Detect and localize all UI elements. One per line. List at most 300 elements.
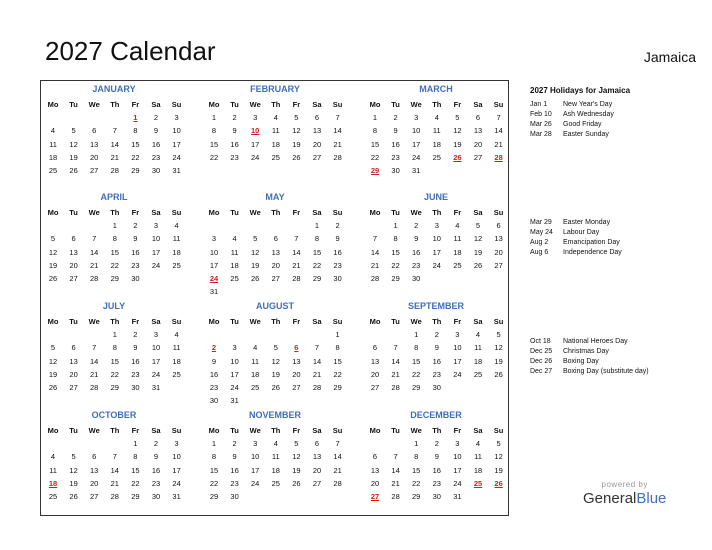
day-cell: 2 xyxy=(133,330,138,340)
day-cell: 26 xyxy=(271,383,280,392)
day-cell: 17 xyxy=(230,369,239,379)
day-cell: 10 xyxy=(151,343,161,353)
month-name: APRIL xyxy=(100,192,128,202)
day-cell: 25 xyxy=(251,383,260,392)
day-cell: 16 xyxy=(391,139,400,149)
day-cell: 16 xyxy=(131,247,140,257)
day-cell: 8 xyxy=(414,452,419,462)
weekday-header: Th xyxy=(110,317,120,326)
weekday-header: We xyxy=(249,100,261,109)
day-cell: 17 xyxy=(412,139,421,149)
day-cell: 1 xyxy=(133,439,138,449)
weekday-header: Su xyxy=(493,208,504,217)
day-cell: 12 xyxy=(494,343,503,353)
day-cell: 30 xyxy=(131,383,140,392)
day-cell: 5 xyxy=(294,113,299,123)
day-cell: 5 xyxy=(455,113,460,123)
day-cell: 12 xyxy=(69,139,78,149)
day-cell: 30 xyxy=(151,492,161,501)
day-cell: 9 xyxy=(393,126,398,136)
day-cell: 19 xyxy=(69,478,78,488)
day-cell: 5 xyxy=(50,234,56,244)
day-cell: 6 xyxy=(372,343,378,353)
weekday-header: Tu xyxy=(391,317,400,326)
day-cell: 11 xyxy=(251,356,260,366)
day-cell: 11 xyxy=(49,139,57,149)
day-cell: 11 xyxy=(271,126,280,136)
day-cell: 14 xyxy=(110,465,119,475)
day-cell: 31 xyxy=(172,166,181,175)
day-cell: 6 xyxy=(71,343,76,353)
day-cell: 5 xyxy=(496,330,501,340)
day-cell: 9 xyxy=(133,234,138,244)
day-cell: 5 xyxy=(496,439,501,449)
day-cell: 15 xyxy=(333,356,342,366)
day-cell: 10 xyxy=(172,126,181,136)
day-cell: 25 xyxy=(453,260,462,270)
weekday-header: Tu xyxy=(69,208,78,217)
day-cell: 24 xyxy=(412,152,421,162)
weekday-header: Th xyxy=(110,100,120,109)
day-cell: 23 xyxy=(131,369,140,379)
holiday-date: Oct 18 xyxy=(530,338,551,345)
day-cell: 8 xyxy=(372,126,378,136)
day-cell: 19 xyxy=(494,356,503,366)
day-cell: 12 xyxy=(251,247,260,257)
day-cell: 22 xyxy=(391,260,400,270)
day-cell: 19 xyxy=(69,152,78,162)
day-cell: 5 xyxy=(253,234,258,244)
holiday-date: Dec 26 xyxy=(530,358,553,365)
day-cell: 3 xyxy=(174,113,179,123)
weekday-header: Th xyxy=(432,208,442,217)
weekday-header: Th xyxy=(432,317,442,326)
day-cell: 2 xyxy=(434,330,439,340)
day-cell: 20 xyxy=(90,152,99,162)
day-cell: 22 xyxy=(312,260,322,270)
day-cell: 10 xyxy=(151,234,161,244)
day-cell: 22 xyxy=(131,152,140,162)
day-cell: 13 xyxy=(90,465,99,475)
day-cell: 22 xyxy=(209,152,219,162)
day-cell: 30 xyxy=(230,492,239,501)
day-cell: 6 xyxy=(92,126,97,136)
weekday-header: Su xyxy=(332,208,343,217)
day-cell: 4 xyxy=(232,234,237,244)
month-name: DECEMBER xyxy=(410,410,462,420)
day-cell: 24 xyxy=(453,369,462,379)
day-cell: 5 xyxy=(273,343,278,353)
day-cell: 30 xyxy=(151,166,161,175)
day-cell: 16 xyxy=(333,247,342,257)
day-cell: 6 xyxy=(92,452,97,462)
day-cell: 17 xyxy=(251,465,260,475)
weekday-header: Th xyxy=(271,100,281,109)
day-cell: 19 xyxy=(453,139,462,149)
weekday-header: Fr xyxy=(453,100,462,109)
day-cell: 14 xyxy=(370,247,380,257)
day-cell: 8 xyxy=(133,452,138,462)
day-cell: 21 xyxy=(312,369,322,379)
holiday-name: Easter Sunday xyxy=(563,131,609,138)
day-cell: 21 xyxy=(333,139,342,149)
day-cell: 9 xyxy=(232,126,237,136)
weekday-header: Sa xyxy=(473,208,483,217)
holiday-name: Boxing Day (substitute day) xyxy=(563,368,649,375)
day-cell: 31 xyxy=(172,492,181,501)
day-cell: 17 xyxy=(172,139,181,149)
day-cell: 18 xyxy=(48,152,58,162)
day-cell: 18 xyxy=(251,369,260,379)
weekday-header: Su xyxy=(493,100,504,109)
weekday-header: We xyxy=(410,100,422,109)
day-cell: 26 xyxy=(494,369,503,379)
day-cell: 10 xyxy=(172,452,181,462)
day-cell: 11 xyxy=(172,343,181,353)
holiday-name: Christmas Day xyxy=(563,348,609,355)
holiday-name: Easter Monday xyxy=(563,219,611,226)
day-cell: 7 xyxy=(393,452,398,462)
day-cell: 7 xyxy=(496,113,501,123)
day-cell: 24 xyxy=(230,383,239,392)
day-cell: 14 xyxy=(333,126,342,136)
day-cell: 18 xyxy=(453,247,462,257)
day-cell: 23 xyxy=(151,478,161,488)
day-cell: 31 xyxy=(151,383,161,392)
day-cell: 22 xyxy=(209,478,219,488)
day-cell: 3 xyxy=(455,439,460,449)
day-cell: 20 xyxy=(69,369,78,379)
day-cell: 19 xyxy=(292,139,301,149)
holiday-name: Ash Wednesday xyxy=(563,111,614,118)
weekday-header: Sa xyxy=(151,100,161,109)
weekday-header: Su xyxy=(332,426,343,435)
day-cell: 14 xyxy=(292,247,301,257)
weekday-header: Mo xyxy=(208,426,220,435)
day-cell: 2 xyxy=(414,221,419,231)
weekday-header: Fr xyxy=(292,317,301,326)
day-cell: 1 xyxy=(335,330,340,340)
day-cell: 14 xyxy=(312,356,322,366)
day-cell: 31 xyxy=(412,166,421,175)
day-cell: 11 xyxy=(453,234,462,244)
day-cell: 28 xyxy=(90,274,99,283)
day-cell: 26 xyxy=(48,383,58,392)
weekday-header: Sa xyxy=(473,426,483,435)
day-cell: 3 xyxy=(414,113,419,123)
holiday-day: 28 xyxy=(494,152,503,162)
day-cell: 5 xyxy=(294,439,299,449)
day-cell: 4 xyxy=(174,330,179,340)
weekday-header: Tu xyxy=(230,426,239,435)
day-cell: 15 xyxy=(131,139,140,149)
day-cell: 12 xyxy=(292,452,301,462)
day-cell: 3 xyxy=(153,330,159,340)
weekday-header: Tu xyxy=(391,100,400,109)
weekday-header: Mo xyxy=(47,317,59,326)
weekday-header: Th xyxy=(110,208,120,217)
weekday-header: Tu xyxy=(391,208,400,217)
day-cell: 15 xyxy=(370,139,380,149)
weekday-header: Sa xyxy=(312,100,322,109)
day-cell: 20 xyxy=(271,260,280,270)
day-cell: 28 xyxy=(110,492,119,501)
holiday-day: 26 xyxy=(494,478,503,488)
day-cell: 17 xyxy=(151,356,161,366)
holiday-day: 2 xyxy=(211,343,217,353)
day-cell: 13 xyxy=(494,234,503,244)
day-cell: 11 xyxy=(271,452,280,462)
day-cell: 21 xyxy=(494,139,503,149)
day-cell: 19 xyxy=(48,369,58,379)
day-cell: 30 xyxy=(131,274,140,283)
day-cell: 11 xyxy=(230,247,239,257)
day-cell: 27 xyxy=(69,383,78,392)
day-cell: 20 xyxy=(292,369,301,379)
holidays-title: 2027 Holidays for Jamaica xyxy=(530,86,631,95)
day-cell: 3 xyxy=(211,234,217,244)
day-cell: 30 xyxy=(391,166,400,175)
day-cell: 17 xyxy=(209,260,219,270)
day-cell: 17 xyxy=(151,247,161,257)
weekday-header: Mo xyxy=(369,317,381,326)
day-cell: 9 xyxy=(434,343,439,353)
holiday-date: Jan 1 xyxy=(530,101,548,108)
day-cell: 2 xyxy=(232,439,237,449)
day-cell: 3 xyxy=(232,343,237,353)
weekday-header: We xyxy=(88,317,100,326)
weekday-header: Sa xyxy=(312,317,322,326)
holiday-date: Feb 10 xyxy=(530,111,552,118)
day-cell: 6 xyxy=(475,113,481,123)
day-cell: 10 xyxy=(251,452,260,462)
month-name: JANUARY xyxy=(92,84,136,94)
month-name: JUNE xyxy=(423,192,448,202)
weekday-header: We xyxy=(410,208,422,217)
country-label: Jamaica xyxy=(643,49,696,65)
month-name: AUGUST xyxy=(256,301,294,311)
day-cell: 18 xyxy=(172,247,181,257)
day-cell: 12 xyxy=(453,126,462,136)
day-cell: 28 xyxy=(110,166,119,175)
day-cell: 21 xyxy=(370,260,380,270)
day-cell: 22 xyxy=(110,369,119,379)
day-cell: 14 xyxy=(391,356,400,366)
day-cell: 13 xyxy=(271,247,280,257)
day-cell: 15 xyxy=(209,139,219,149)
day-cell: 8 xyxy=(133,126,138,136)
day-cell: 26 xyxy=(473,260,483,270)
day-cell: 13 xyxy=(370,465,380,475)
day-cell: 7 xyxy=(393,343,398,353)
holiday-day: 1 xyxy=(133,113,138,123)
day-cell: 12 xyxy=(48,356,58,366)
day-cell: 1 xyxy=(211,439,217,449)
day-cell: 20 xyxy=(370,369,380,379)
day-cell: 14 xyxy=(391,465,400,475)
day-cell: 15 xyxy=(391,247,400,257)
day-cell: 30 xyxy=(333,274,342,283)
holiday-date: Mar 28 xyxy=(530,131,552,138)
day-cell: 20 xyxy=(312,465,322,475)
holiday-day: 26 xyxy=(453,152,462,162)
day-cell: 19 xyxy=(292,465,301,475)
weekday-header: Fr xyxy=(453,208,462,217)
day-cell: 26 xyxy=(69,166,78,175)
day-cell: 7 xyxy=(92,343,97,353)
day-cell: 8 xyxy=(211,126,217,136)
day-cell: 12 xyxy=(69,465,78,475)
day-cell: 3 xyxy=(253,113,258,123)
day-cell: 7 xyxy=(335,113,340,123)
page-title: 2027 Calendar xyxy=(45,36,216,66)
day-cell: 10 xyxy=(453,343,462,353)
day-cell: 3 xyxy=(455,330,460,340)
day-cell: 16 xyxy=(230,139,239,149)
holiday-name: Boxing Day xyxy=(563,358,599,365)
weekday-header: Th xyxy=(432,100,442,109)
day-cell: 2 xyxy=(133,221,138,231)
holiday-day: 24 xyxy=(209,274,219,283)
day-cell: 11 xyxy=(172,234,181,244)
day-cell: 20 xyxy=(370,478,380,488)
day-cell: 23 xyxy=(209,383,219,392)
holiday-name: National Heroes Day xyxy=(563,338,628,345)
weekday-header: Su xyxy=(171,317,182,326)
day-cell: 18 xyxy=(271,139,280,149)
day-cell: 6 xyxy=(372,452,378,462)
day-cell: 25 xyxy=(271,152,280,162)
day-cell: 23 xyxy=(230,478,239,488)
day-cell: 15 xyxy=(312,247,322,257)
day-cell: 10 xyxy=(432,234,441,244)
holiday-name: Good Friday xyxy=(563,121,602,128)
weekday-header: We xyxy=(249,208,261,217)
weekday-header: We xyxy=(249,426,261,435)
day-cell: 14 xyxy=(494,126,503,136)
day-cell: 8 xyxy=(211,452,217,462)
day-cell: 19 xyxy=(48,260,58,270)
day-cell: 9 xyxy=(153,452,159,462)
holiday-date: Mar 26 xyxy=(530,121,552,128)
day-cell: 11 xyxy=(474,343,482,353)
day-cell: 19 xyxy=(251,260,260,270)
holiday-day: 25 xyxy=(473,478,483,488)
day-cell: 13 xyxy=(90,139,99,149)
day-cell: 7 xyxy=(112,452,117,462)
weekday-header: Su xyxy=(493,317,504,326)
day-cell: 24 xyxy=(432,260,441,270)
day-cell: 16 xyxy=(432,356,441,366)
day-cell: 23 xyxy=(432,369,441,379)
day-cell: 24 xyxy=(151,369,161,379)
day-cell: 6 xyxy=(496,221,501,231)
day-cell: 9 xyxy=(232,452,237,462)
day-cell: 5 xyxy=(475,221,481,231)
day-cell: 8 xyxy=(314,234,320,244)
weekday-header: Fr xyxy=(292,426,301,435)
weekday-header: Sa xyxy=(151,317,161,326)
weekday-header: Tu xyxy=(391,426,400,435)
day-cell: 16 xyxy=(230,465,239,475)
day-cell: 7 xyxy=(92,234,97,244)
day-cell: 28 xyxy=(90,383,99,392)
day-cell: 4 xyxy=(253,343,258,353)
day-cell: 10 xyxy=(230,356,239,366)
weekday-header: Tu xyxy=(69,100,78,109)
day-cell: 12 xyxy=(271,356,280,366)
day-cell: 15 xyxy=(131,465,140,475)
month-name: JULY xyxy=(102,301,126,311)
day-cell: 26 xyxy=(48,274,58,283)
day-cell: 14 xyxy=(90,356,99,366)
day-cell: 9 xyxy=(434,452,439,462)
day-cell: 19 xyxy=(473,247,483,257)
day-cell: 3 xyxy=(153,221,159,231)
day-cell: 25 xyxy=(48,492,58,501)
weekday-header: Mo xyxy=(47,426,59,435)
day-cell: 25 xyxy=(172,369,181,379)
weekday-header: We xyxy=(88,208,100,217)
day-cell: 16 xyxy=(151,139,161,149)
day-cell: 14 xyxy=(90,247,99,257)
calendar-grid xyxy=(40,80,509,516)
day-cell: 8 xyxy=(414,343,419,353)
weekday-header: Su xyxy=(171,426,182,435)
weekday-header: We xyxy=(249,317,261,326)
day-cell: 28 xyxy=(391,492,400,501)
weekday-header: Mo xyxy=(369,100,381,109)
day-cell: 8 xyxy=(112,234,117,244)
day-cell: 16 xyxy=(209,369,219,379)
day-cell: 17 xyxy=(453,356,462,366)
day-cell: 27 xyxy=(90,166,99,175)
day-cell: 21 xyxy=(292,260,301,270)
day-cell: 13 xyxy=(69,356,78,366)
day-cell: 7 xyxy=(335,439,340,449)
day-cell: 11 xyxy=(49,465,57,475)
day-cell: 5 xyxy=(71,126,76,136)
day-cell: 1 xyxy=(314,221,320,231)
weekday-header: Fr xyxy=(453,317,462,326)
day-cell: 27 xyxy=(90,492,99,501)
day-cell: 5 xyxy=(71,452,76,462)
weekday-header: We xyxy=(88,100,100,109)
day-cell: 2 xyxy=(335,221,340,231)
day-cell: 24 xyxy=(172,152,181,162)
day-cell: 4 xyxy=(475,330,481,340)
weekday-header: Th xyxy=(271,317,281,326)
day-cell: 9 xyxy=(335,234,340,244)
day-cell: 24 xyxy=(151,260,161,270)
day-cell: 26 xyxy=(292,478,301,488)
day-cell: 17 xyxy=(453,465,462,475)
weekday-header: Fr xyxy=(131,426,140,435)
day-cell: 30 xyxy=(432,492,441,501)
day-cell: 30 xyxy=(412,274,421,283)
day-cell: 22 xyxy=(412,478,421,488)
day-cell: 11 xyxy=(474,452,482,462)
weekday-header: Sa xyxy=(473,317,483,326)
day-cell: 9 xyxy=(414,234,419,244)
day-cell: 1 xyxy=(414,330,419,340)
day-cell: 16 xyxy=(151,465,161,475)
month-name: FEBRUARY xyxy=(250,84,300,94)
weekday-header: Mo xyxy=(47,100,59,109)
holiday-date: Aug 6 xyxy=(530,249,549,256)
weekday-header: Th xyxy=(271,426,281,435)
day-cell: 31 xyxy=(453,492,462,501)
